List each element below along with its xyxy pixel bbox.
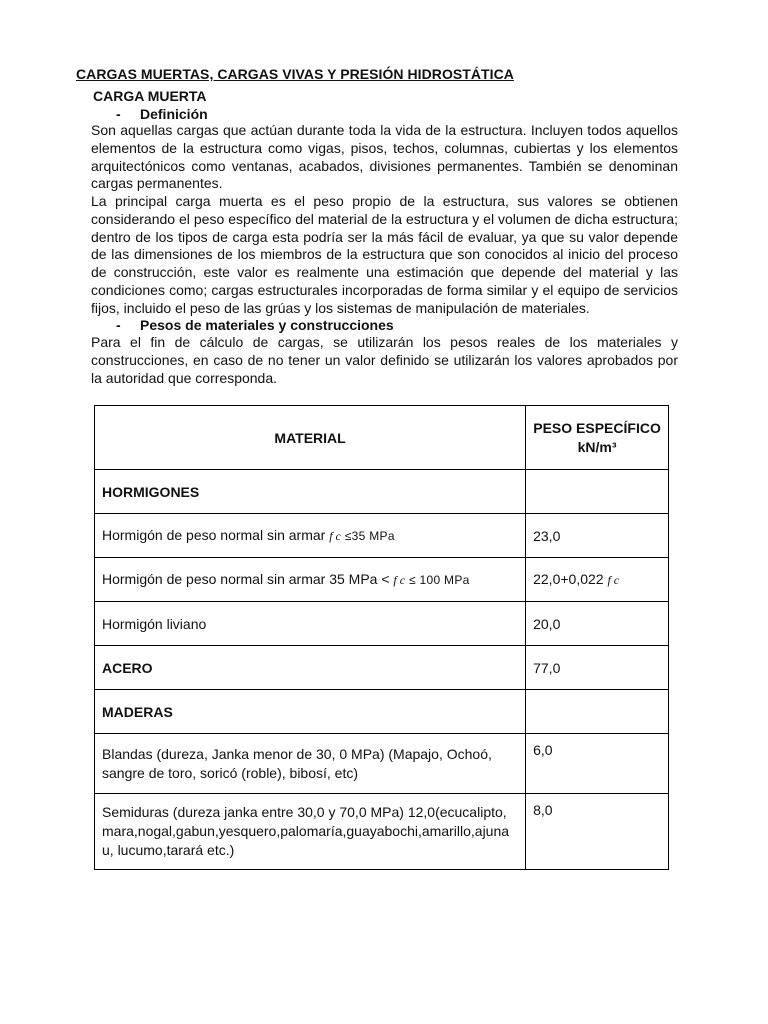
fc-symbol: f c	[393, 573, 406, 587]
header-material: MATERIAL	[95, 406, 526, 470]
row-normal-2-value	[526, 558, 669, 602]
row-normal-1-condition: ≤35 MPa	[344, 529, 395, 543]
table-row	[95, 794, 669, 870]
row-normal-1-material	[95, 514, 526, 558]
row-normal-1-value: 23,0	[526, 514, 669, 558]
row-blandas-material: Blandas (dureza, Janka menor de 30, 0 MPa) (Mapajo, Ochoó, sangre de toro, soricó (roble), bibosí, etc)	[95, 734, 526, 794]
fc-symbol: f c	[607, 573, 620, 587]
materials-weight-table	[94, 405, 669, 870]
row-acero-material: ACERO	[95, 646, 526, 690]
table-row	[95, 690, 669, 734]
row-acero-value: 77,0	[526, 646, 669, 690]
row-normal-2-value-text: 22,0+0,022	[533, 571, 608, 587]
header-peso-line1: PESO ESPECÍFICO	[533, 420, 661, 436]
table-row	[95, 558, 669, 602]
header-peso-especifico	[526, 406, 669, 470]
row-hormigones-value	[526, 470, 669, 514]
subheading-pesos-label: Pesos de materiales y construcciones	[140, 317, 394, 333]
paragraph-main-dead-load: La principal carga muerta es el peso propio de la estructura, sus valores se obtienen considerando el peso específico del material de la estructura y el volumen de dicha estructura; dentro de los tipos de carga esta podría ser la más fácil de evaluar, ya que su valor depende de las dimensiones de los miembros de la estructura que son conocidos al inicio del proceso de construcción, este valor es realmente una estimación que depende del material y las condiciones como; cargas estructurales incorporadas de forma similar y el equipo de servicios fijos, incluido el peso de las grúas y los sistemas de manipulación de materiales.	[91, 193, 678, 316]
fc-symbol: f c	[329, 529, 341, 543]
table-header-row	[95, 406, 669, 470]
table-row	[95, 514, 669, 558]
row-maderas-value	[526, 690, 669, 734]
row-semiduras-material: Semiduras (dureza janka entre 30,0 y 70,0 MPa) 12,0(ecucalipto, mara,nogal,gabun,yesquero,palomaría,guayabochi,amarillo,ajunau, lucumo,tarará etc.)	[95, 794, 526, 870]
row-normal-2-condition: ≤ 100 MPa	[408, 573, 470, 587]
header-peso-unit: kN/m³	[577, 439, 617, 455]
bullet-dash: -	[116, 106, 121, 122]
table-row	[95, 646, 669, 690]
table-row	[95, 470, 669, 514]
bullet-dash: -	[116, 317, 121, 333]
row-hormigones-material: HORMIGONES	[95, 470, 526, 514]
document-title: CARGAS MUERTAS, CARGAS VIVAS Y PRESIÓN HIDROSTÁTICA	[76, 66, 514, 82]
paragraph-load-calculation: Para el fin de cálculo de cargas, se utilizarán los pesos reales de los materiales y construcciones, en caso de no tener un valor definido se utilizarán los valores aprobados por la autoridad que corresponda.	[91, 334, 678, 386]
row-maderas-material: MADERAS	[95, 690, 526, 734]
section-heading-carga-muerta: CARGA MUERTA	[93, 88, 207, 104]
paragraph-definition: Son aquellas cargas que actúan durante toda la vida de la estructura. Incluyen todos aquellos elementos de la estructura como vigas, pisos, techos, columnas, cubiertas y los elementos arquitectónicos como ventanas, acabados, divisiones permanentes. También se denominan cargas permanentes.	[91, 122, 678, 192]
row-normal-2-text: Hormigón de peso normal sin armar 35 MPa <	[102, 571, 394, 587]
row-blandas-value: 6,0	[526, 734, 669, 794]
subheading-pesos-materiales	[116, 317, 394, 333]
row-liviano-material: Hormigón liviano	[95, 602, 526, 646]
row-semiduras-value: 8,0	[526, 794, 669, 870]
subheading-definicion	[116, 106, 208, 122]
row-liviano-value: 20,0	[526, 602, 669, 646]
table-row	[95, 602, 669, 646]
row-normal-2-material	[95, 558, 526, 602]
subheading-definicion-label: Definición	[140, 106, 208, 122]
table-row	[95, 734, 669, 794]
row-normal-1-text: Hormigón de peso normal sin armar	[102, 527, 330, 543]
